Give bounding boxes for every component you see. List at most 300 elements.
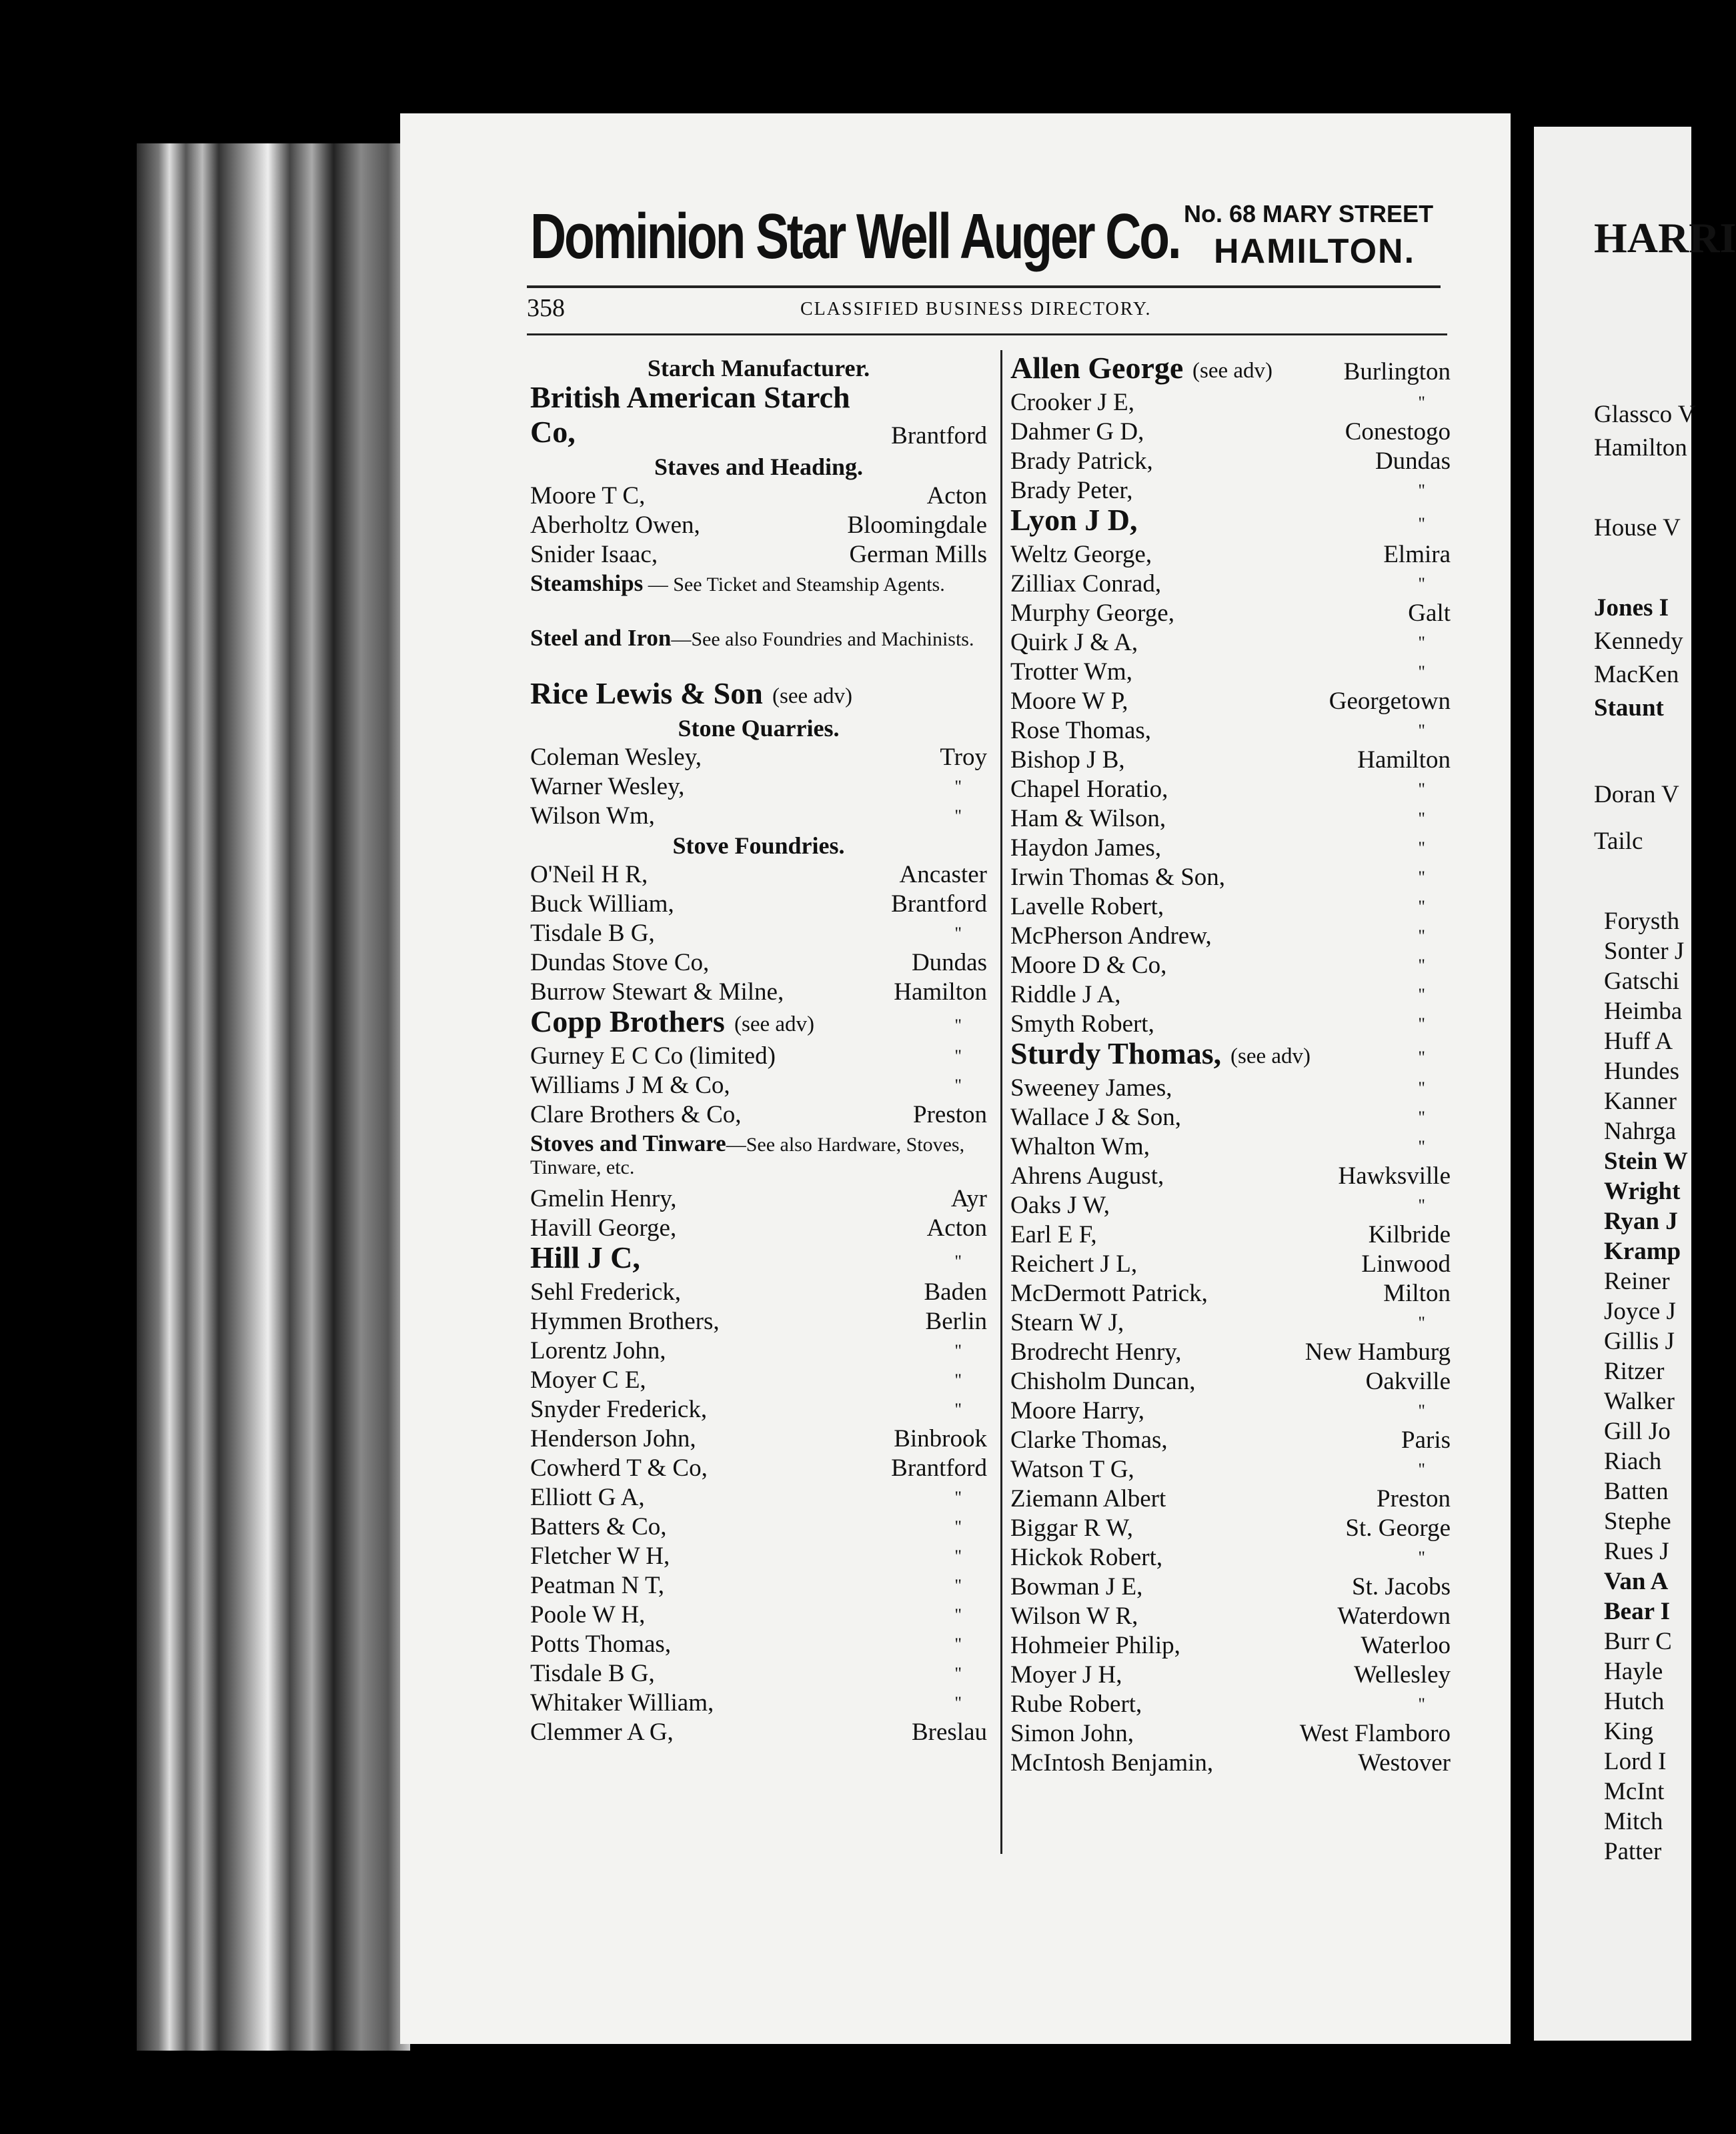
facing-page-line: Doran V bbox=[1594, 781, 1679, 808]
directory-entry bbox=[530, 1278, 987, 1307]
entry-name: Cowherd T & Co, bbox=[530, 1454, 708, 1482]
entry-place: Binbrook bbox=[894, 1425, 987, 1452]
entry-place: " bbox=[1418, 393, 1425, 412]
entry-name: Bowman J E, bbox=[1010, 1573, 1143, 1600]
section-heading: Staves and Heading. bbox=[654, 453, 864, 480]
facing-page-line: Bear I bbox=[1604, 1598, 1671, 1625]
entry-name: Batters & Co, bbox=[530, 1513, 667, 1540]
entry-name: Buck William, bbox=[530, 890, 674, 918]
entry-place: " bbox=[1418, 956, 1425, 975]
right-column bbox=[1010, 353, 1451, 1867]
see-adv-note: (see adv) bbox=[772, 684, 853, 708]
facing-page-line: House V bbox=[1594, 514, 1681, 542]
entry-place: " bbox=[1418, 574, 1425, 594]
section-heading: Stone Quarries. bbox=[678, 715, 840, 742]
facing-page-line: Hundes bbox=[1604, 1058, 1680, 1085]
directory-entry bbox=[1010, 892, 1451, 922]
directory-entry bbox=[1010, 716, 1451, 746]
entry-place: " bbox=[1418, 481, 1425, 500]
entry-name: Oaks J W, bbox=[1010, 1192, 1110, 1219]
directory-entry bbox=[1010, 353, 1451, 388]
directory-entry bbox=[1010, 1484, 1451, 1514]
entry-name: Snyder Frederick, bbox=[530, 1396, 708, 1423]
entry-place: " bbox=[954, 1605, 962, 1625]
entry-name: Wilson W R, bbox=[1010, 1603, 1138, 1630]
cross-reference-note bbox=[530, 572, 987, 596]
entry-place: " bbox=[1418, 1313, 1425, 1332]
entry-place: " bbox=[954, 1488, 962, 1507]
facing-page-line: Kramp bbox=[1604, 1238, 1681, 1265]
entry-name: Tisdale B G, bbox=[530, 1660, 655, 1687]
entry-name: Sweeney James, bbox=[1010, 1074, 1172, 1102]
left-column bbox=[530, 353, 987, 1867]
facing-page-line: Kanner bbox=[1604, 1088, 1677, 1115]
entry-place: " bbox=[1418, 1078, 1425, 1098]
column-divider bbox=[1000, 350, 1002, 1854]
directory-entry bbox=[530, 1395, 987, 1424]
entry-name: Rose Thomas, bbox=[1010, 717, 1152, 744]
entry-place: Troy bbox=[940, 744, 987, 771]
directory-entry bbox=[530, 1307, 987, 1336]
facing-page-line: MacKen bbox=[1594, 661, 1679, 688]
entry-name: Chapel Horatio, bbox=[1010, 776, 1168, 803]
directory-entry bbox=[1010, 1220, 1451, 1250]
directory-entry bbox=[1010, 1036, 1451, 1074]
entry-place: New Hamburg bbox=[1305, 1338, 1451, 1366]
facing-page-line: Stein W bbox=[1604, 1148, 1688, 1175]
directory-entry bbox=[1010, 1162, 1451, 1191]
directory-entry bbox=[1010, 1396, 1451, 1426]
facing-page-line: Lord I bbox=[1604, 1748, 1667, 1775]
directory-entry bbox=[1010, 1749, 1451, 1778]
see-adv-note: (see adv) bbox=[1192, 359, 1273, 383]
entry-place: " bbox=[1418, 662, 1425, 682]
facing-page-header: HARRI bbox=[1594, 214, 1736, 261]
entry-place: " bbox=[954, 924, 962, 943]
entry-place: " bbox=[954, 1252, 962, 1271]
facing-page-line: Van A bbox=[1604, 1568, 1669, 1595]
entry-place: Kilbride bbox=[1368, 1221, 1451, 1248]
directory-entry bbox=[1010, 1572, 1451, 1602]
entry-place: " bbox=[954, 1370, 962, 1390]
entry-place: " bbox=[1418, 868, 1425, 887]
entry-name: Haydon James, bbox=[1010, 834, 1162, 862]
directory-entry bbox=[1010, 1279, 1451, 1308]
see-adv-note: (see adv) bbox=[1230, 1044, 1311, 1068]
entry-name: O'Neil H R, bbox=[530, 861, 648, 888]
entry-name: Wilson Wm, bbox=[530, 802, 655, 830]
entry-name: Hill J C, bbox=[530, 1240, 640, 1274]
directory-entry bbox=[530, 1571, 987, 1600]
directory-entry bbox=[530, 772, 987, 802]
directory-entry bbox=[530, 948, 987, 978]
entry-place: " bbox=[954, 1046, 962, 1066]
entry-place: Acton bbox=[926, 1214, 987, 1242]
entry-place: " bbox=[954, 777, 962, 796]
directory-entry bbox=[1010, 1074, 1451, 1103]
entry-place: " bbox=[1418, 1401, 1425, 1420]
entry-name: Tisdale B G, bbox=[530, 920, 655, 947]
entry-name: Chisholm Duncan, bbox=[1010, 1368, 1196, 1395]
directory-entry bbox=[1010, 687, 1451, 716]
facing-page-line: Glassco V bbox=[1594, 401, 1696, 428]
entry-place: Georgetown bbox=[1329, 688, 1451, 715]
directory-entry bbox=[530, 1042, 987, 1071]
entry-name: Williams J M & Co, bbox=[530, 1072, 730, 1099]
directory-entry bbox=[530, 802, 987, 831]
entry-place: Oakville bbox=[1365, 1368, 1451, 1395]
entry-place: " bbox=[954, 806, 962, 826]
entry-place: Baden bbox=[924, 1278, 987, 1306]
entry-place: " bbox=[1418, 1014, 1425, 1034]
entry-name: Simon John, bbox=[1010, 1720, 1134, 1747]
entry-name: Crooker J E, bbox=[1010, 389, 1134, 416]
facing-page-line: Rues J bbox=[1604, 1538, 1669, 1565]
entry-place: Elmira bbox=[1383, 541, 1451, 568]
entry-name: Burrow Stewart & Milne, bbox=[530, 978, 784, 1006]
directory-entry bbox=[1010, 570, 1451, 599]
note-title: Steamships bbox=[530, 570, 644, 596]
banner-company-name: Dominion Star Well Auger Co. bbox=[530, 201, 1180, 272]
entry-name: Fletcher W H, bbox=[530, 1542, 670, 1570]
directory-entry bbox=[1010, 1250, 1451, 1279]
entry-name: Dahmer G D, bbox=[1010, 418, 1144, 445]
entry-place: Preston bbox=[1377, 1485, 1451, 1512]
directory-entry bbox=[1010, 834, 1451, 863]
directory-entry bbox=[530, 1454, 987, 1483]
entry-place: Brantford bbox=[891, 890, 987, 918]
entry-name: Gurney E C Co (limited) bbox=[530, 1042, 776, 1070]
directory-entry bbox=[530, 1483, 987, 1512]
facing-page-line: Walker bbox=[1604, 1388, 1675, 1415]
facing-page-line: Staunt bbox=[1594, 694, 1664, 722]
facing-page-line: Kennedy bbox=[1594, 628, 1683, 655]
facing-page-line: Hutch bbox=[1604, 1688, 1665, 1715]
directory-entry bbox=[530, 1240, 987, 1278]
entry-place: " bbox=[1418, 1695, 1425, 1714]
entry-place: St. Jacobs bbox=[1352, 1573, 1451, 1600]
facing-page-line: Wright bbox=[1604, 1178, 1681, 1205]
entry-name: Ham & Wilson, bbox=[1010, 805, 1166, 832]
directory-entry bbox=[1010, 746, 1451, 775]
entry-place: Ayr bbox=[950, 1185, 987, 1212]
entry-place: Berlin bbox=[925, 1308, 987, 1335]
directory-entry bbox=[1010, 599, 1451, 628]
directory-entry bbox=[1010, 476, 1451, 505]
directory-entry bbox=[1010, 804, 1451, 834]
directory-entry bbox=[530, 540, 987, 570]
entry-name: Hymmen Brothers, bbox=[530, 1308, 720, 1335]
entry-place: Preston bbox=[913, 1101, 987, 1128]
cross-reference-note bbox=[530, 627, 987, 651]
directory-entry bbox=[1010, 417, 1451, 447]
entry-name: Stearn W J, bbox=[1010, 1309, 1124, 1336]
entry-name: Warner Wesley, bbox=[530, 773, 685, 800]
entry-place: " bbox=[1418, 838, 1425, 858]
directory-entry bbox=[1010, 1338, 1451, 1367]
facing-page bbox=[1534, 127, 1736, 2041]
note-title: Stoves and Tinware bbox=[530, 1130, 726, 1156]
book-page-edges bbox=[137, 143, 410, 2051]
entry-place: Hamilton bbox=[1357, 746, 1451, 774]
directory-entry bbox=[530, 481, 987, 511]
entry-name: Havill George, bbox=[530, 1214, 677, 1242]
facing-page-line: Jones I bbox=[1594, 594, 1669, 622]
directory-entry bbox=[1010, 540, 1451, 570]
cross-reference-note bbox=[530, 1132, 987, 1179]
entry-name: Bishop J B, bbox=[1010, 746, 1125, 774]
directory-entry bbox=[1010, 1514, 1451, 1543]
directory-entry bbox=[1010, 922, 1451, 951]
entry-name: Wallace J & Son, bbox=[1010, 1104, 1181, 1131]
entry-place: " bbox=[954, 1341, 962, 1360]
entry-place: Hawksville bbox=[1338, 1162, 1451, 1190]
entry-name: Poole W H, bbox=[530, 1601, 646, 1629]
directory-entry bbox=[1010, 1661, 1451, 1690]
directory-entry bbox=[530, 1004, 987, 1042]
entry-name: Gmelin Henry, bbox=[530, 1185, 677, 1212]
directory-entry bbox=[530, 1630, 987, 1659]
entry-name: Moyer C E, bbox=[530, 1366, 646, 1394]
entry-place: " bbox=[1418, 897, 1425, 916]
entry-place: " bbox=[954, 1664, 962, 1683]
facing-page-line: Ritzer bbox=[1604, 1358, 1665, 1385]
directory-entry bbox=[1010, 951, 1451, 980]
entry-place: " bbox=[954, 1576, 962, 1595]
directory-entry bbox=[530, 978, 987, 1007]
entry-name: Murphy George, bbox=[1010, 600, 1174, 627]
entry-name: McIntosh Benjamin, bbox=[1010, 1749, 1214, 1777]
entry-name: Lyon J D, bbox=[1010, 503, 1138, 537]
directory-entry bbox=[1010, 1543, 1451, 1572]
entry-name: Copp Brothers bbox=[530, 1004, 725, 1038]
entry-place: Dundas bbox=[911, 949, 987, 976]
entry-place: " bbox=[1418, 780, 1425, 799]
entry-name: Hickok Robert, bbox=[1010, 1544, 1163, 1571]
entry-name: Reichert J L, bbox=[1010, 1250, 1138, 1278]
entry-place: Westover bbox=[1358, 1749, 1451, 1777]
entry-place: " bbox=[954, 1693, 962, 1713]
facing-page-line: Gatschi bbox=[1604, 968, 1680, 995]
directory-entry bbox=[530, 1600, 987, 1630]
directory-entry bbox=[530, 1100, 987, 1130]
directory-entry bbox=[1010, 1719, 1451, 1749]
entry-name: Allen George bbox=[1010, 351, 1184, 385]
section-heading: Stove Foundries. bbox=[672, 832, 845, 859]
entry-name: Brodrecht Henry, bbox=[1010, 1338, 1182, 1366]
entry-name: Smyth Robert, bbox=[1010, 1010, 1154, 1038]
facing-page-line: Hamilton bbox=[1594, 434, 1687, 461]
directory-entry bbox=[1010, 1010, 1451, 1039]
directory-entry bbox=[530, 890, 987, 919]
entry-place: Brantford bbox=[891, 1454, 987, 1482]
directory-entry bbox=[1010, 775, 1451, 804]
entry-name: Moore T C, bbox=[530, 482, 646, 509]
entry-name: Watson T G, bbox=[1010, 1456, 1134, 1483]
directory-entry bbox=[1010, 1308, 1451, 1338]
header-rule bbox=[527, 333, 1447, 335]
entry-place: Wellesley bbox=[1354, 1661, 1451, 1689]
directory-entry bbox=[1010, 980, 1451, 1010]
directory-entry bbox=[530, 417, 987, 452]
entry-name: British American Starch bbox=[530, 380, 850, 414]
directory-entry bbox=[1010, 447, 1451, 476]
entry-place: Hamilton bbox=[894, 978, 987, 1006]
section-heading: Starch Manufacturer. bbox=[647, 355, 870, 381]
entry-place: " bbox=[1418, 1048, 1425, 1067]
facing-page-line: Patter bbox=[1604, 1838, 1662, 1865]
entry-name: Ziemann Albert bbox=[1010, 1485, 1166, 1512]
directory-entry bbox=[530, 1512, 987, 1542]
facing-page-line: Batten bbox=[1604, 1478, 1669, 1505]
entry-place: " bbox=[954, 1400, 962, 1419]
directory-entry bbox=[1010, 1455, 1451, 1484]
entry-name: Riddle J A, bbox=[1010, 981, 1121, 1008]
directory-entry bbox=[530, 1071, 987, 1100]
entry-name: Aberholtz Owen, bbox=[530, 511, 700, 539]
entry-place: " bbox=[1418, 1196, 1425, 1215]
entry-name: Rice Lewis & Son bbox=[530, 676, 763, 710]
directory-entry bbox=[530, 919, 987, 948]
entry-name: Lorentz John, bbox=[530, 1337, 666, 1364]
entry-name: Whalton Wm, bbox=[1010, 1133, 1150, 1160]
entry-place: Bloomingdale bbox=[847, 511, 987, 539]
entry-name: Henderson John, bbox=[530, 1425, 696, 1452]
facing-page-line: Stephe bbox=[1604, 1508, 1671, 1535]
entry-name: Coleman Wesley, bbox=[530, 744, 702, 771]
entry-name: Hohmeier Philip, bbox=[1010, 1632, 1180, 1659]
entry-name: Co, bbox=[530, 415, 576, 449]
entry-place: " bbox=[1418, 1548, 1425, 1567]
entry-place: Breslau bbox=[911, 1719, 987, 1746]
note-title: Steel and Iron bbox=[530, 625, 672, 651]
entry-place: Dundas bbox=[1375, 447, 1451, 475]
entry-place: Acton bbox=[926, 482, 987, 509]
directory-entry bbox=[1010, 628, 1451, 658]
entry-place: Galt bbox=[1408, 600, 1451, 627]
running-header-title: CLASSIFIED BUSINESS DIRECTORY. bbox=[800, 299, 1152, 319]
facing-page-line: Riach bbox=[1604, 1448, 1662, 1475]
facing-page-line: Forysth bbox=[1604, 908, 1680, 935]
entry-name: Peatman N T, bbox=[530, 1572, 665, 1599]
entry-name: Moore Harry, bbox=[1010, 1397, 1145, 1424]
facing-page-line: Huff A bbox=[1604, 1028, 1673, 1055]
entry-place: " bbox=[1418, 809, 1425, 828]
entry-place: " bbox=[1418, 985, 1425, 1004]
directory-entry bbox=[1010, 1132, 1451, 1162]
entry-name: Brady Peter, bbox=[1010, 477, 1133, 504]
note-text: —See also Hardware, Stoves, Tinware, etc. bbox=[530, 1134, 965, 1178]
entry-name: Weltz George, bbox=[1010, 541, 1152, 568]
entry-name: Clemmer A G, bbox=[530, 1719, 674, 1746]
entry-place: Conestogo bbox=[1345, 418, 1451, 445]
directory-entry bbox=[530, 676, 987, 714]
entry-place: " bbox=[1418, 1460, 1425, 1479]
entry-name: Whitaker William, bbox=[530, 1689, 714, 1717]
entry-name: Clarke Thomas, bbox=[1010, 1426, 1168, 1454]
entry-name: Sturdy Thomas, bbox=[1010, 1036, 1222, 1070]
directory-entry bbox=[530, 1184, 987, 1214]
entry-name: McPherson Andrew, bbox=[1010, 922, 1212, 950]
entry-place: " bbox=[954, 1517, 962, 1536]
entry-name: Elliott G A, bbox=[530, 1484, 645, 1511]
entry-name: Ahrens August, bbox=[1010, 1162, 1164, 1190]
directory-entry bbox=[1010, 1631, 1451, 1661]
directory-entry bbox=[1010, 1426, 1451, 1455]
entry-place: Paris bbox=[1401, 1426, 1451, 1454]
entry-place: " bbox=[954, 1546, 962, 1566]
entry-name: Potts Thomas, bbox=[530, 1631, 672, 1658]
directory-entry bbox=[530, 1659, 987, 1689]
directory-entry bbox=[530, 743, 987, 772]
entry-name: Quirk J & A, bbox=[1010, 629, 1138, 656]
entry-name: Zilliax Conrad, bbox=[1010, 570, 1162, 598]
directory-entry bbox=[530, 1718, 987, 1747]
directory-entry bbox=[1010, 1103, 1451, 1132]
entry-place: " bbox=[1418, 1108, 1425, 1127]
entry-place: " bbox=[954, 1076, 962, 1095]
entry-name: Biggar R W, bbox=[1010, 1514, 1133, 1542]
directory-entry bbox=[530, 1689, 987, 1718]
entry-place: " bbox=[954, 1635, 962, 1654]
facing-page-line: Joyce J bbox=[1604, 1298, 1676, 1325]
directory-entry bbox=[530, 1424, 987, 1454]
facing-page-line: Hayle bbox=[1604, 1658, 1663, 1685]
entry-name: Dundas Stove Co, bbox=[530, 949, 710, 976]
entry-name: Irwin Thomas & Son, bbox=[1010, 864, 1226, 891]
entry-place: " bbox=[1418, 721, 1425, 740]
entry-name: Trotter Wm, bbox=[1010, 658, 1132, 686]
facing-page-line: Heimba bbox=[1604, 998, 1683, 1025]
directory-entry bbox=[1010, 863, 1451, 892]
entry-place: West Flamboro bbox=[1299, 1720, 1451, 1747]
directory-entry bbox=[1010, 1690, 1451, 1719]
facing-page-line: Mitch bbox=[1604, 1808, 1663, 1835]
entry-name: Brady Patrick, bbox=[1010, 447, 1153, 475]
entry-place: German Mills bbox=[849, 541, 987, 568]
entry-place: Linwood bbox=[1361, 1250, 1451, 1278]
directory-entry bbox=[530, 1366, 987, 1395]
banner-rule bbox=[527, 285, 1441, 288]
entry-name: Lavelle Robert, bbox=[1010, 893, 1164, 920]
entry-place: " bbox=[1418, 926, 1425, 946]
entry-name: Moore W P, bbox=[1010, 688, 1128, 715]
entry-place: St. George bbox=[1345, 1514, 1451, 1542]
directory-entry bbox=[1010, 1602, 1451, 1631]
see-adv-note: (see adv) bbox=[734, 1012, 815, 1036]
directory-entry bbox=[530, 1214, 987, 1243]
entry-place: " bbox=[954, 1016, 962, 1035]
directory-entry bbox=[530, 511, 987, 540]
entry-name: Snider Isaac, bbox=[530, 541, 658, 568]
facing-page-line: Sonter J bbox=[1604, 938, 1685, 965]
entry-place: Burlington bbox=[1343, 358, 1451, 385]
entry-place: " bbox=[1418, 514, 1425, 534]
entry-name: McDermott Patrick, bbox=[1010, 1280, 1208, 1307]
facing-page-line: Tailc bbox=[1594, 828, 1643, 855]
directory-entry bbox=[1010, 1367, 1451, 1396]
banner-address-city: HAMILTON. bbox=[1214, 232, 1416, 271]
note-text: —See also Foundries and Machinists. bbox=[671, 628, 974, 650]
directory-entry bbox=[1010, 1191, 1451, 1220]
facing-page-line: Gillis J bbox=[1604, 1328, 1675, 1355]
directory-entry bbox=[530, 380, 987, 417]
directory-entry bbox=[1010, 388, 1451, 417]
directory-entry bbox=[1010, 505, 1451, 540]
facing-page-line: King bbox=[1604, 1718, 1653, 1745]
facing-page-line: Burr C bbox=[1604, 1628, 1672, 1655]
entry-name: Moore D & Co, bbox=[1010, 952, 1167, 979]
